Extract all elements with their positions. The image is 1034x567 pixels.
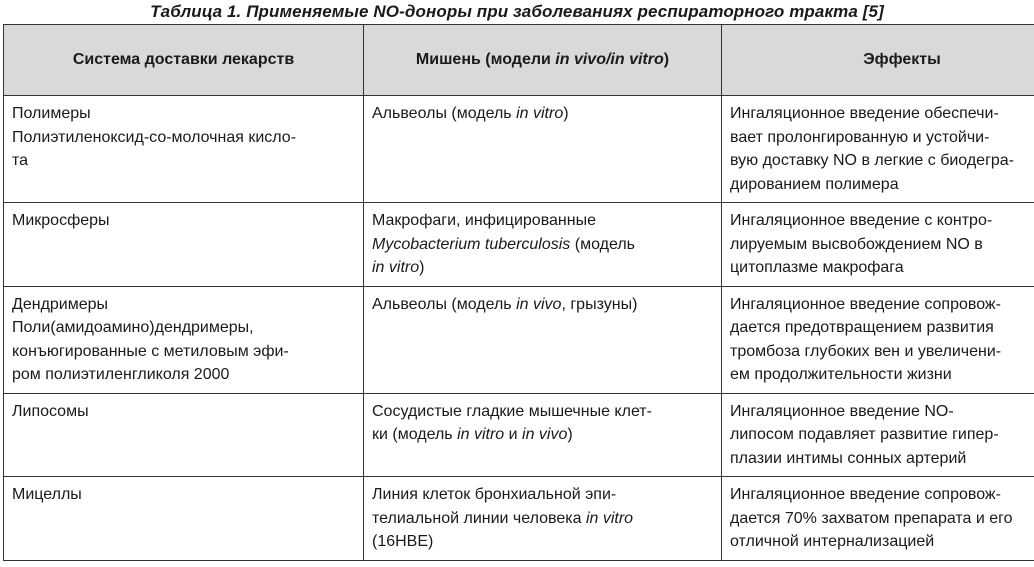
header-target <box>364 25 722 96</box>
header-delivery-system: Система доставки лекарств <box>4 25 364 96</box>
cell-line <box>372 102 713 126</box>
table-row <box>4 203 1034 287</box>
cell-line: плазии интимы сонных артерий <box>730 449 967 467</box>
cell-target <box>364 286 722 393</box>
cell-line: лируемым высвобождением NO в <box>730 235 983 253</box>
table-row <box>4 96 1034 203</box>
cell-line: отличной интернализацией <box>730 533 935 550</box>
cell-line <box>372 293 713 317</box>
cell-line: Сосудистые гладкие мышечные клет- <box>372 402 652 420</box>
text-fragment: телиальной линии человека <box>372 509 586 527</box>
cell-line: дается 70% захватом препарата и его <box>730 509 1013 527</box>
cell-delivery-system <box>4 393 364 477</box>
cell-line: конъюгированные с метиловым эфи- <box>12 342 289 360</box>
cell-line: ром полиэтиленгликоля 2000 <box>12 366 230 383</box>
cell-line: Ингаляционное введение сопровож- <box>730 295 1001 313</box>
italic-term: in vivo <box>516 295 562 313</box>
cell-effects <box>722 393 1034 477</box>
cell-line: Ингаляционное введение NO- <box>730 402 954 420</box>
cell-line: Поли(амидоамино)дендримеры, <box>12 319 254 336</box>
table-caption: Таблица 1. Применяемые NO-доноры при заболеваниях респираторного тракта [5] <box>150 2 884 21</box>
cell-line: Ингаляционное введение обеспечи- <box>730 105 999 122</box>
header-target-close: ) <box>663 51 670 68</box>
no-donors-table <box>3 24 1034 561</box>
text-fragment: (модель <box>570 235 635 253</box>
cell-line <box>372 507 713 531</box>
italic-term: in vitro <box>516 105 564 122</box>
text-fragment: Альвеолы (модель <box>372 105 517 122</box>
cell-line: Макрофаги, инфицированные <box>372 212 596 229</box>
cell-delivery-system <box>4 96 364 203</box>
italic-term: in vivo <box>522 426 568 443</box>
cell-target <box>364 477 722 561</box>
header-target-italic: in vivo/in vitro <box>555 51 664 68</box>
cell-line: Полимеры <box>12 105 91 122</box>
cell-delivery-system <box>4 477 364 561</box>
cell-line <box>372 423 713 447</box>
cell-line: ем продолжительности жизни <box>730 366 952 383</box>
cell-line: липосом подавляет развитие гипер- <box>730 426 999 443</box>
cell-effects <box>722 477 1034 561</box>
text-fragment: ки (модель <box>372 426 458 443</box>
header-target-text: Мишень (модели <box>415 51 556 68</box>
cell-line: Мицеллы <box>12 486 82 503</box>
italic-term: in vitro <box>585 509 634 527</box>
text-fragment: , грызуны) <box>561 295 638 313</box>
header-effects: Эффекты <box>722 25 1034 96</box>
cell-line: вую доставку NO в легкие с биодегра- <box>730 152 1015 169</box>
cell-line: тромбоза глубоких вен и увеличени- <box>730 342 1002 360</box>
text-fragment: ) <box>563 105 569 122</box>
cell-line: Микросферы <box>12 212 110 229</box>
cell-line: (16HBE) <box>372 533 434 550</box>
cell-line: дается предотвращением развития <box>730 319 994 336</box>
cell-line <box>372 233 713 257</box>
cell-line: вает пролонгированную и устойчи- <box>730 128 990 146</box>
cell-line: Дендримеры <box>12 295 109 313</box>
cell-delivery-system <box>4 286 364 393</box>
cell-line: Полиэтиленоксид-со-молочная кисло- <box>12 128 297 146</box>
cell-line: та <box>12 152 29 169</box>
cell-line: Ингаляционное введение сопровож- <box>730 486 1001 503</box>
table-row <box>4 393 1034 477</box>
cell-line: Линия клеток бронхиальной эпи- <box>372 486 617 503</box>
cell-line: Липосомы <box>12 402 89 420</box>
cell-line: Ингаляционное введение с контро- <box>730 212 993 229</box>
header-row <box>4 25 1034 96</box>
text-fragment: Альвеолы (модель <box>372 295 517 313</box>
text-fragment: ) <box>419 259 425 276</box>
cell-line: дированием полимера <box>730 175 899 193</box>
cell-effects <box>722 96 1034 203</box>
italic-term: in vitro <box>457 426 505 443</box>
cell-delivery-system <box>4 203 364 287</box>
cell-target <box>364 393 722 477</box>
cell-line <box>372 256 713 280</box>
text-fragment: и <box>504 426 523 443</box>
italic-term: in vitro <box>372 259 420 276</box>
cell-effects <box>722 286 1034 393</box>
table-row <box>4 286 1034 393</box>
cell-effects <box>722 203 1034 287</box>
italic-term: Mycobacterium tuberculosis <box>372 235 571 253</box>
cell-line: цитоплазме макрофага <box>730 259 904 276</box>
table-row <box>4 477 1034 561</box>
cell-target <box>364 96 722 203</box>
text-fragment: ) <box>567 426 573 443</box>
cell-target <box>364 203 722 287</box>
